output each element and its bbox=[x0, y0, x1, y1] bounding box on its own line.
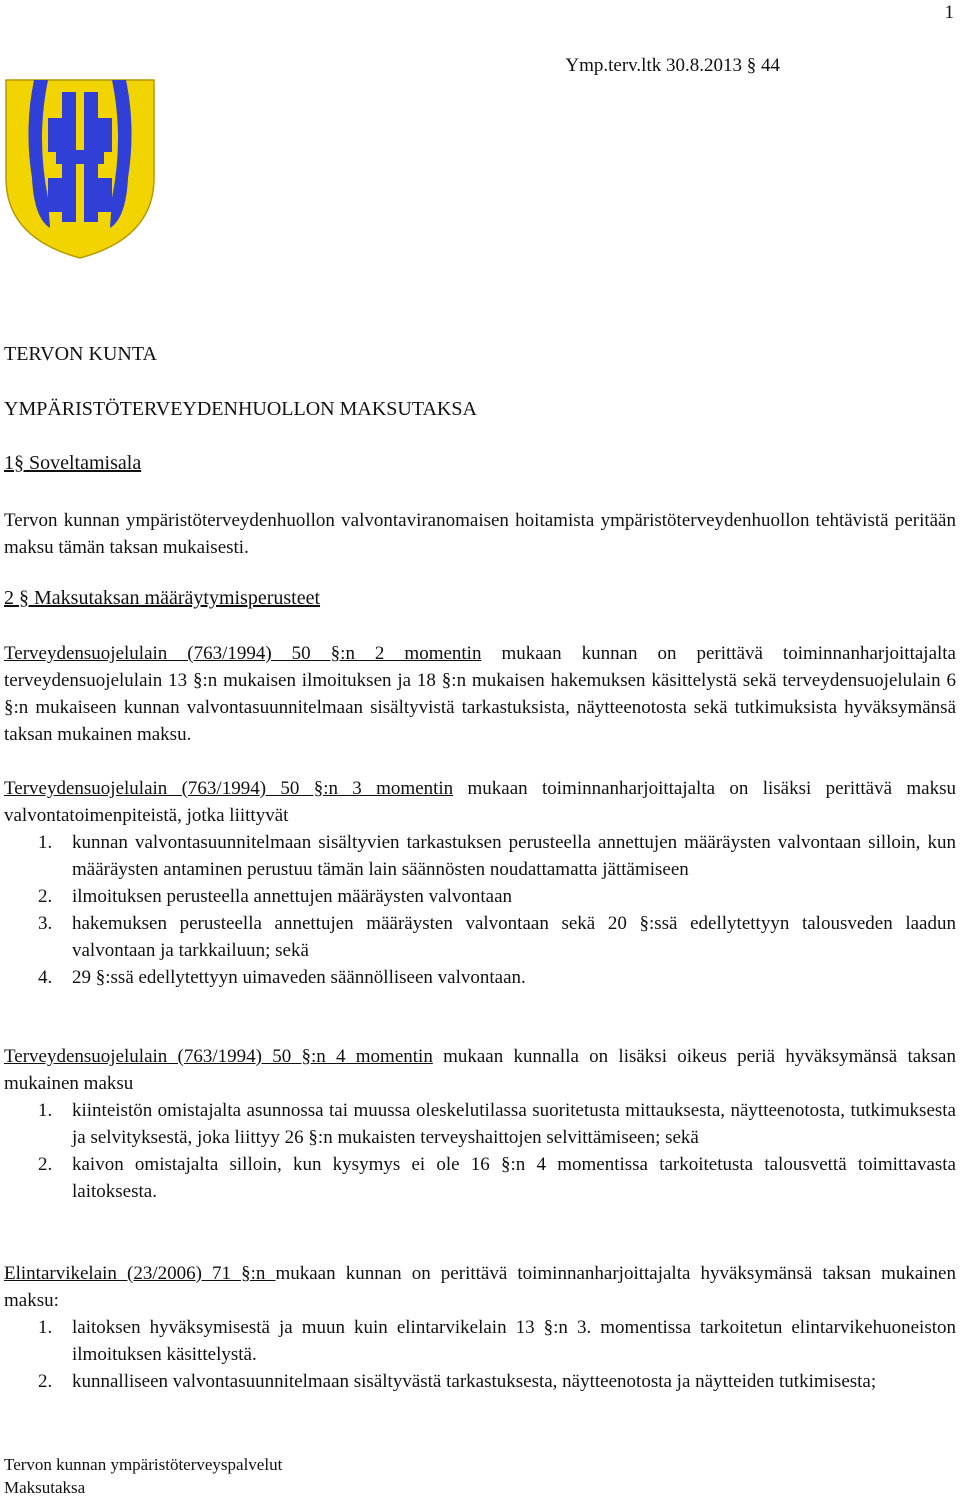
paragraph-elintarvikelaki: Elintarvikelain (23/2006) 71 §:n mukaan kunnan on perittävä toiminnanharjoittajalta hyväksymänsä taksan mukainen maksu: bbox=[4, 1263, 956, 1311]
municipality-name: TERVON KUNTA bbox=[4, 343, 157, 365]
law-reference: Terveydensuojelulain (763/1994) 50 §:n 3 momentin bbox=[4, 778, 454, 799]
list-item: 2. kunnalliseen valvontasuunnitelmaan sisältyvästä tarkastuksesta, näytteenotosta ja näytteiden tutkimisesta; bbox=[38, 1371, 877, 1392]
coat-of-arms-icon bbox=[4, 78, 156, 260]
section-1-heading: 1§ Soveltamisala bbox=[4, 452, 142, 474]
list-item: 3. hakemuksen perusteella annettujen määräysten valvontaan sekä 20 §:ssä edellytettyyn talousveden laadun valvontaan ja tarkkailuun; sekä bbox=[38, 913, 956, 961]
paragraph-3-momentti: Terveydensuojelulain (763/1994) 50 §:n 3 momentin mukaan toiminnanharjoittajalta on lisäksi perittävä maksu valvontatoimenpiteistä, jotka liittyvät bbox=[4, 778, 956, 826]
law-reference: Terveydensuojelulain (763/1994) 50 §:n 4 momentin bbox=[4, 1046, 433, 1067]
list-item: 4. 29 §:ssä edellytettyyn uimaveden säännölliseen valvontaan. bbox=[38, 967, 526, 988]
list-4-momentti bbox=[4, 1097, 956, 1205]
footer bbox=[4, 1453, 282, 1499]
page-number: 1 bbox=[944, 2, 954, 23]
section-1-text: Tervon kunnan ympäristöterveydenhuollon valvontaviranomaisen hoitamista ympäristöterveydenhuollon tehtävistä peritään maksu tämän taksan mukaisesti. bbox=[4, 510, 956, 558]
list-item: 2. kaivon omistajalta silloin, kun kysymys ei ole 16 §:n 4 momentissa tarkoitetusta talousvettä toimittavasta laitoksesta. bbox=[38, 1154, 956, 1202]
law-reference: Elintarvikelain (23/2006) 71 §:n bbox=[4, 1263, 276, 1284]
footer-line: Maksutaksa bbox=[4, 1478, 86, 1497]
tariff-title: YMPÄRISTÖTERVEYDENHUOLLON MAKSUTAKSA bbox=[4, 398, 477, 420]
list-item: 1. kunnan valvontasuunnitelmaan sisältyvien tarkastuksen perusteella annettujen määräysten valvontaan silloin, kun määräysten antaminen perustuu tämän lain säännösten noudattamatta jättämiseen bbox=[38, 832, 956, 880]
list-3-momentti bbox=[4, 829, 956, 991]
paragraph-4-momentti: Terveydensuojelulain (763/1994) 50 §:n 4 momentin mukaan kunnalla on lisäksi oikeus periä hyväksymänsä taksan mukainen maksu bbox=[4, 1046, 956, 1094]
list-item: 2. ilmoituksen perusteella annettujen määräysten valvontaan bbox=[38, 886, 513, 907]
footer-line: Tervon kunnan ympäristöterveyspalvelut bbox=[4, 1455, 283, 1474]
law-reference: Terveydensuojelulain (763/1994) 50 §:n 2 momentin bbox=[4, 643, 482, 664]
list-elintarvikelaki bbox=[4, 1314, 956, 1395]
list-item: 1. laitoksen hyväksymisestä ja muun kuin elintarvikelain 13 §:n 3. momentissa tarkoitetun elintarvikehuoneiston ilmoituksen käsittelystä. bbox=[38, 1317, 956, 1365]
paragraph-2-momentti: Terveydensuojelulain (763/1994) 50 §:n 2 momentin mukaan kunnan on perittävä toiminnanharjoittajalta terveydensuojelulain 13 §:n mukaisen ilmoituksen ja 18 §:n mukaisen hakemuksen käsittelystä sekä terveydensuojelulain 6 §:n mukaiseen kunnan valvontasuunnitelmaan sisältyvistä tarkastuksista, näytteenotosta sekä tutkimuksista hyväksymänsä taksan mukainen maksu. bbox=[4, 643, 956, 745]
meeting-reference: Ymp.terv.ltk 30.8.2013 § 44 bbox=[565, 55, 780, 76]
list-item: 1. kiinteistön omistajalta asunnossa tai muussa oleskelutilassa suoritetusta mittauksesta, näytteenotosta, tutkimuksesta ja selvityksestä, joka liittyy 26 §:n mukaisten terveyshaittojen selvittämiseen; sekä bbox=[38, 1100, 956, 1148]
section-2-heading: 2 § Maksutaksan määräytymisperusteet bbox=[4, 587, 321, 609]
